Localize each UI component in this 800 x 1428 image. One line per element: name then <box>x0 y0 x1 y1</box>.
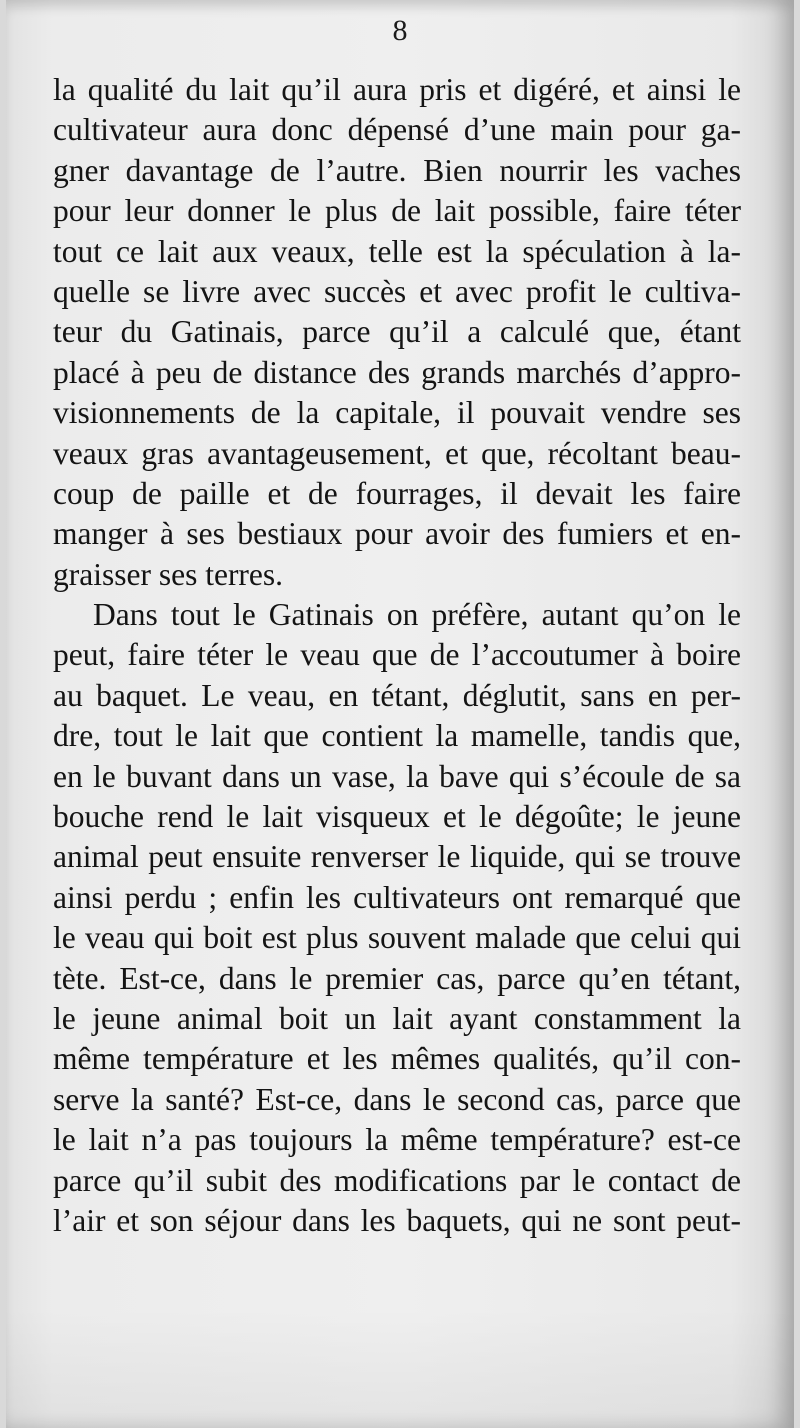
text-line: manger à ses bestiaux pour avoir des fumiers et en- <box>53 516 741 552</box>
text-line: coup de paille et de fourrages, il devait les faire <box>53 475 741 511</box>
text-line: tète. Est-ce, dans le premier cas, parce qu’en tétant, <box>53 960 741 996</box>
body-text <box>53 70 741 1241</box>
text-line: animal peut ensuite renverser le liquide, qui se trouve <box>53 839 741 875</box>
text-line: peut, faire téter le veau que de l’accoutumer à boire <box>53 637 741 673</box>
text-line: gner davantage de l’autre. Bien nourrir les vaches <box>53 152 741 188</box>
text-line: parce qu’il subit des modifications par le contact de <box>53 1162 741 1198</box>
text-line: l’air et son séjour dans les baquets, qui ne sont peut- <box>53 1202 741 1238</box>
text-line: veaux gras avantageusement, et que, récoltant beau- <box>53 435 741 471</box>
text-line: ainsi perdu ; enfin les cultivateurs ont remarqué que <box>53 879 741 915</box>
text-line: pour leur donner le plus de lait possible, faire téter <box>53 193 741 229</box>
text-line: teur du Gatinais, parce qu’il a calculé que, étant <box>53 314 741 350</box>
text-line: serve la santé? Est-ce, dans le second cas, parce que <box>53 1081 741 1117</box>
text-line: Dans tout le Gatinais on préfère, autant qu’on le <box>93 597 741 633</box>
text-line: visionnements de la capitale, il pouvait vendre ses <box>53 395 741 431</box>
text-line: tout ce lait aux veaux, telle est la spéculation à la- <box>53 233 741 269</box>
page-number: 8 <box>392 14 408 47</box>
text-line: même température et les mêmes qualités, qu’il con- <box>53 1041 741 1077</box>
text-line: cultivateur aura donc dépensé d’une main pour ga- <box>53 112 741 148</box>
text-line: quelle se livre avec succès et avec profit le cultiva- <box>53 273 741 309</box>
text-line: la qualité du lait qu’il aura pris et digéré, et ainsi le <box>53 72 741 107</box>
text-line: bouche rend le lait visqueux et le dégoûte; le jeune <box>53 799 741 835</box>
text-line: le veau qui boit est plus souvent malade que celui qui <box>53 920 741 956</box>
text-line: le jeune animal boit un lait ayant constamment la <box>53 1000 741 1036</box>
page-bottom-edge <box>6 1308 794 1428</box>
text-line: graisser ses terres. <box>53 556 284 592</box>
book-page <box>6 0 794 1428</box>
text-line: au baquet. Le veau, en tétant, déglutit, sans en per- <box>53 677 741 713</box>
text-line: placé à peu de distance des grands marchés d’appro- <box>53 354 741 390</box>
text-line: dre, tout le lait que contient la mamelle, tandis que, <box>53 718 741 754</box>
text-line: en le buvant dans un vase, la bave qui s’écoule de sa <box>53 758 741 794</box>
text-line: le lait n’a pas toujours la même température? est-ce <box>53 1122 741 1158</box>
